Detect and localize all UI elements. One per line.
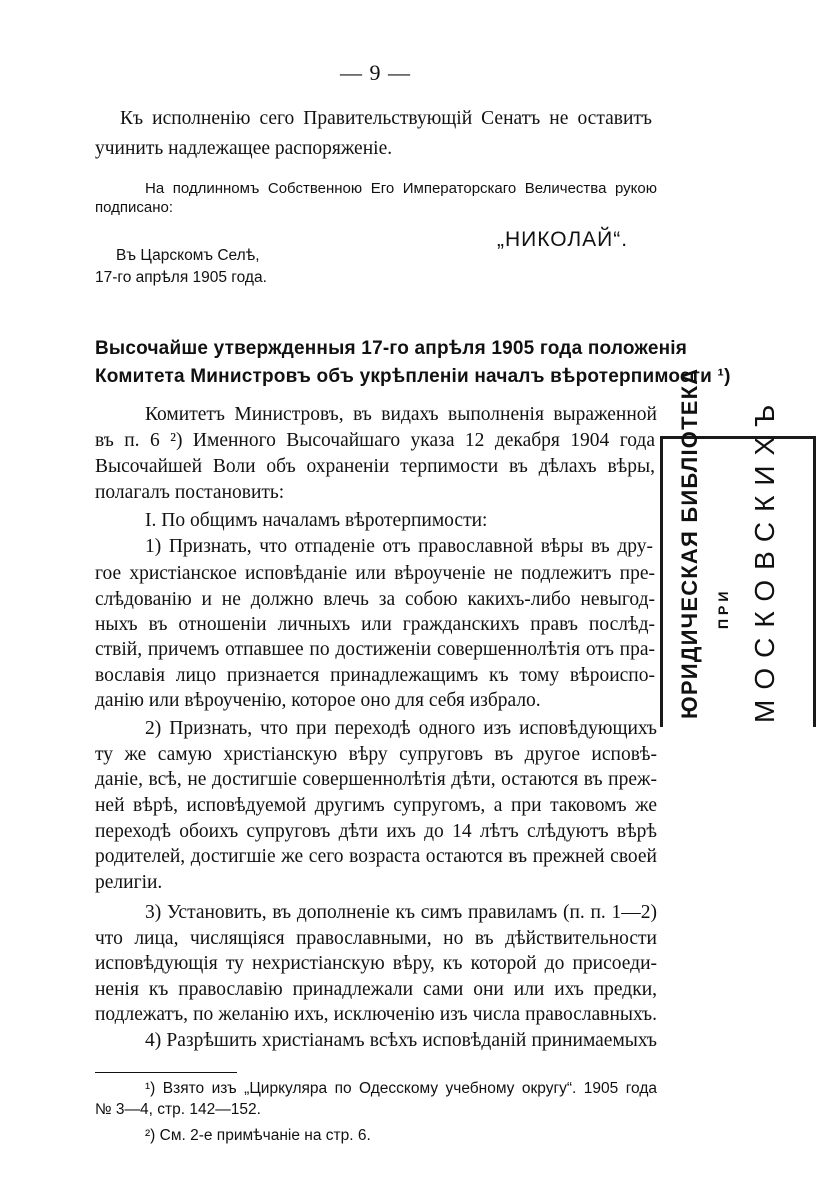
body-line: подлежатъ, по желанію ихъ, исключенію изъ числа православныхъ. [95, 1004, 657, 1025]
body-line: данію или вѣроученію, которое оно для себя избрало. [95, 690, 541, 711]
body-line: ту же самую христіанскую вѣру супруговъ въ другое исповѣ- [95, 744, 657, 765]
body-line: 3) Установить, въ дополненіе къ симъ правиламъ (п. п. 1—2) [145, 902, 657, 923]
attestation-line-2: подписано: [95, 199, 174, 216]
body-line: 2) Признать, что при переходѣ одного изъ исповѣдующихъ [145, 718, 657, 739]
stamp-library-name: ЮРИДИЧЕСКАЯ БИБЛІОТЕКА [677, 367, 702, 719]
body-line: исповѣдующія ту нехристіанскую вѣру, къ которой до присоеди- [95, 953, 657, 974]
signing-date: 17-го апрѣля 1905 года. [95, 269, 267, 286]
body-line: родителей, достигшіе же сего возраста остаются въ прежней своей [95, 846, 657, 867]
footnote-1-line-2: № 3—4, стр. 142—152. [95, 1101, 261, 1118]
body-line: 1) Признать, что отпаденіе отъ православной вѣры въ дру- [145, 536, 653, 557]
body-line: Высочайшей Воли объ охраненіи терпимости въ дѣлахъ вѣры, [95, 456, 655, 477]
decree-closing-line-2: учинить надлежащее распоряженіе. [95, 138, 393, 159]
section-title-line-1: Высочайше утвержденныя 17-го апрѣля 1905 года положенія [95, 338, 688, 359]
body-line: даніе, всѣ, не достигшіе совершеннолѣтія дѣти, остаются въ преж- [95, 769, 657, 790]
imperial-signature: „НИКОЛАЙ“. [497, 228, 629, 251]
footnote-2: ²) См. 2-е примѣчаніе на стр. 6. [145, 1127, 371, 1144]
section-title-line-2: Комитета Министровъ объ укрѣпленіи началъ вѣротерпимости ¹) [95, 366, 731, 387]
body-line: переходѣ обоихъ супруговъ дѣти ихъ до 14 лѣтъ слѣдуютъ вѣрѣ [95, 821, 657, 842]
footnote-1-line-1: ¹) Взято изъ „Циркуляра по Одесскому учебному округу“. 1905 года [145, 1080, 657, 1097]
body-line: гое христіанское исповѣданіе или вѣроученіе не подлежитъ пре- [95, 563, 655, 584]
body-line: Комитетъ Министровъ, въ видахъ выполненія выраженной [145, 404, 657, 425]
library-stamp [660, 367, 816, 727]
signing-place: Въ Царскомъ Селѣ, [116, 247, 260, 264]
body-line: ствій, причемъ отпавшее по достиженіи совершеннолѣтія отъ пра- [95, 639, 655, 660]
body-line: что лица, числящіяся православными, но въ дѣйствительности [95, 928, 657, 949]
body-line: ныхъ въ отношеніи личныхъ или гражданскихъ правъ послѣд- [95, 614, 655, 635]
body-line: вославія лицо признается принадлежащимъ къ тому вѣроиспо- [95, 665, 655, 686]
body-line: ненія къ православію принадлежали сами они или ихъ предки, [95, 979, 657, 1000]
stamp-institution: МОСКОВСКИХЪ [749, 394, 780, 723]
body-line: въ п. 6 ²) Именного Высочайшаго указа 12 декабря 1904 года [95, 430, 655, 451]
footnote-rule [95, 1072, 237, 1073]
body-line: ней вѣрѣ, исповѣдуемой другимъ супругомъ, а при таковомъ же [95, 795, 657, 816]
stamp-preposition: ПРИ [715, 587, 731, 629]
body-line: 4) Разрѣшить христіанамъ всѣхъ исповѣданій принимаемыхъ [145, 1030, 657, 1051]
body-line: полагалъ постановить: [95, 482, 285, 503]
subsection-heading: I. По общимъ началамъ вѣротерпимости: [145, 510, 488, 531]
body-line: слѣдованію и не должно влечь за собою какихъ-либо невыгод- [95, 589, 655, 610]
page-number: — 9 — [340, 60, 411, 85]
attestation-line-1: На подлинномъ Собственною Его Императорскаго Величества рукою [145, 180, 657, 197]
decree-closing-line-1: Къ исполненію сего Правительствующій Сенатъ не оставитъ [120, 108, 652, 129]
body-line: религіи. [95, 872, 163, 893]
